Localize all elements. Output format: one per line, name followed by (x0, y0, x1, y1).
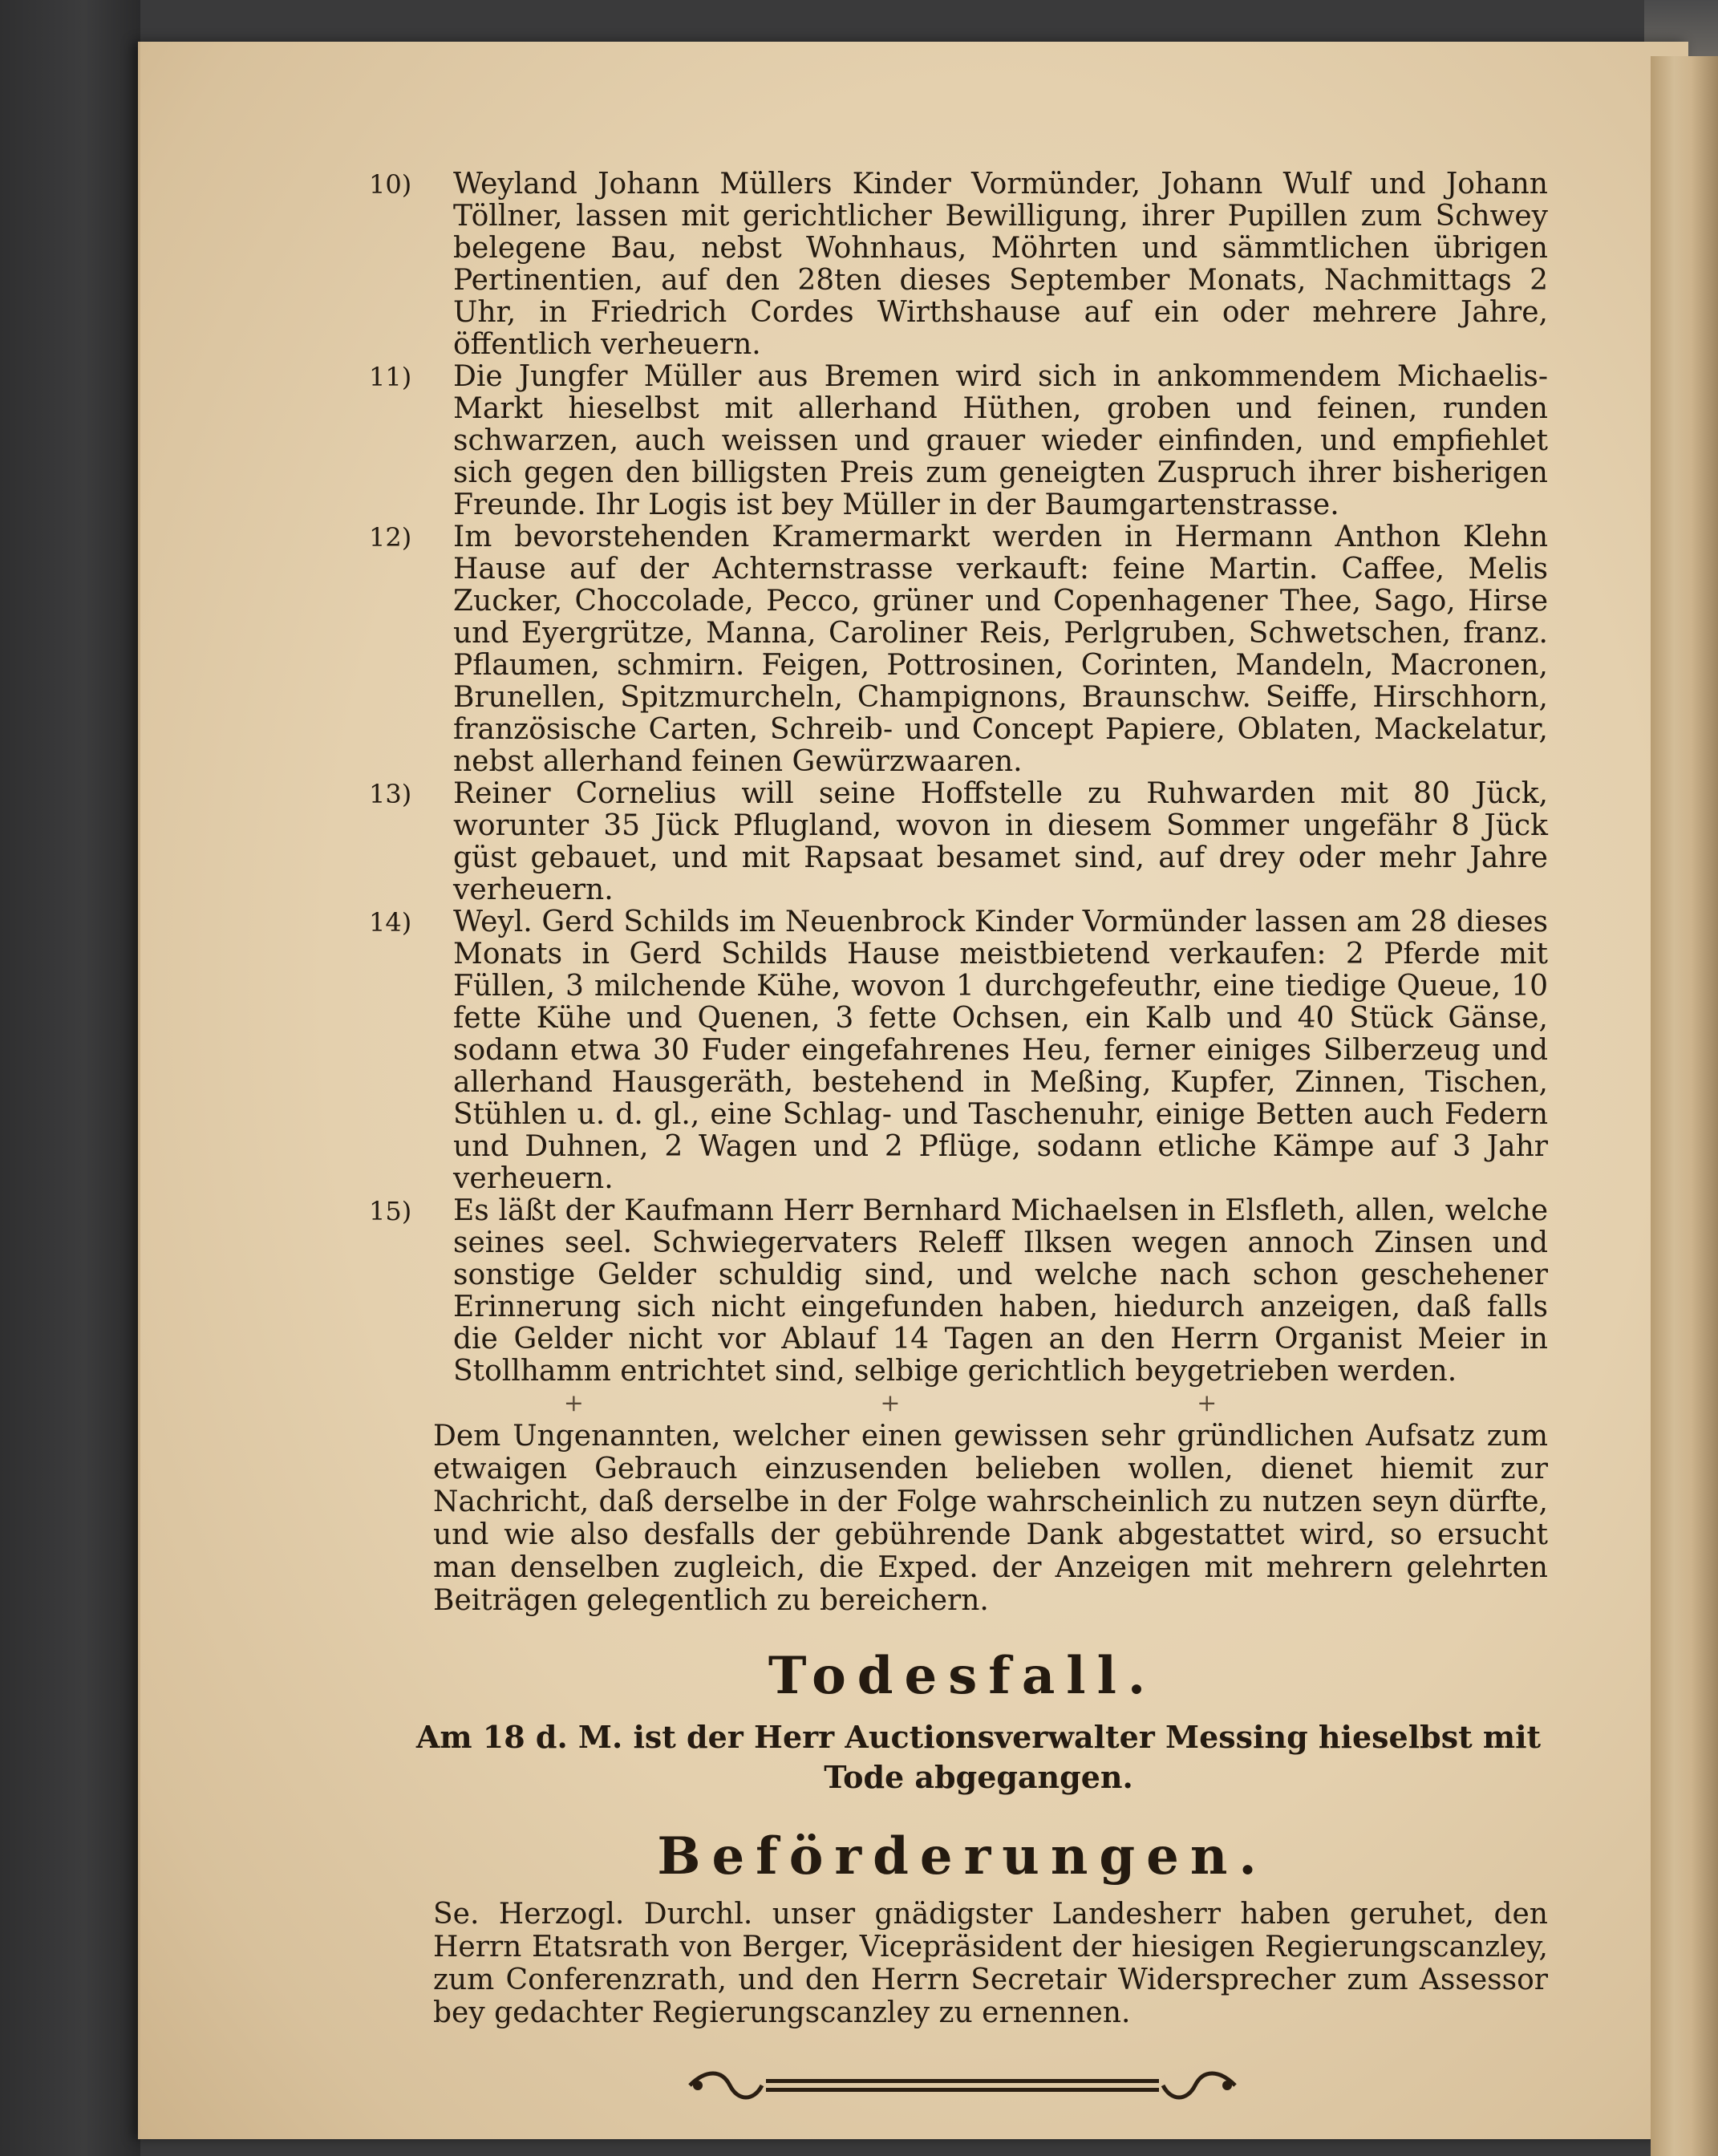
entry-text: Weyland Johann Müllers Kinder Vormünder, Johann Wulf und Johann Töllner, lassen mit gerichtlicher Bewilligung, ihrer Pupillen zum Schwey belegene Bau, nebst Wohnhaus, Möhrten und sämmtlichen übrigen Pertinentien, auf den 28ten dieses September Monats, Nachmittags 2 Uhr, in Friedrich Cordes Wirthshause auf ein oder mehrere Jahre, öffentlich verheuern. (453, 168, 1548, 361)
entry-text: Die Jungfer Müller aus Bremen wird sich in ankommendem Michaelis-Markt hieselbst mit allerhand Hüthen, groben und feinen, runden schwarzen, auch weissen und grauer wieder einfinden, und empfiehlet sich gegen den billigsten Preis zum geneigten Zuspruch ihrer bisherigen Freunde. Ihr Logis ist bey Müller in der Baumgartenstrasse. (453, 360, 1548, 521)
entry-number: 12) (369, 522, 412, 553)
death-notice: Am 18 d. M. ist der Herr Auctionsverwalter Messing hieselbst mit Tode abgegangen. (415, 1719, 1542, 1795)
entry-text: Reiner Cornelius will seine Hoffstelle zu Ruhwarden mit 80 Jück, worunter 35 Jück Pflugland, wovon in diesem Sommer ungefähr 8 Jück güst gebauet, und mit Rapsaat besamet sind, auf drey oder mehr Jahre verheuern. (453, 777, 1548, 906)
notice-entry-12 (369, 521, 1548, 778)
notice-entry-11 (369, 360, 1548, 521)
section-heading-death: Todesfall. (768, 1646, 1157, 1706)
page-gutter (1651, 56, 1718, 2156)
entry-number: 14) (369, 907, 412, 938)
notice-entry-15 (369, 1194, 1548, 1388)
entry-text: Weyl. Gerd Schilds im Neuenbrock Kinder Vormünder lassen am 28 dieses Monats in Gerd Schilds Hause meistbietend verkaufen: 2 Pferde mit Füllen, 3 milchende Kühe, wovon 1 durchgefeuthr, eine tiedige Queue, 10 fette Kühe und Quenen, 3 fette Ochsen, ein Kalb und 40 Stück Gänse, sodann etwa 30 Fuder eingefahrenes Heu, ferner einiges Silberzeug und allerhand Hausgeräth, bestehend in Meßing, Kupfer, Zinnen, Tischen, Stühlen u. d. gl., eine Schlag- und Taschenuhr, einige Betten auch Federn und Duhnen, 2 Wagen und 2 Pflüge, sodann etliche Kämpe auf 3 Jahr verheuern. (453, 906, 1548, 1195)
notice-entry-10 (369, 168, 1548, 361)
promotion-notice: Se. Herzogl. Durchl. unser gnädigster Landesherr haben geruhet, den Herrn Etatsrath von Berger, Vicepräsident der hiesigen Regierungscanzley, zum Conferenzrath, und den Herrn Secretair Widersprecher zum Assessor bey gedachter Regierungscanzley zu ernennen. (433, 1898, 1548, 2029)
divider-crosses: + + + (563, 1389, 1362, 1417)
entry-text: Es läßt der Kaufmann Herr Bernhard Michaelsen in Elsfleth, allen, welche seines seel. Schwiegervaters Releff Ilksen wegen annoch Zinsen und sonstige Gelder schuldig sind, und welche nach schon geschehener Erinnerung sich nicht eingefunden haben, hiedurch anzeigen, daß falls die Gelder nicht vor Ablauf 14 Tagen an den Herrn Organist Meier in Stollhamm entrichtet sind, selbige gerichtlich beygetrieben werden. (453, 1194, 1548, 1388)
note-to-anonymous: Dem Ungenannten, welcher einen gewissen sehr gründlichen Aufsatz zum etwaigen Gebrauch einzusenden belieben wollen, dienet hiemit zur Nachricht, daß derselbe in der Folge wahrscheinlich zu nutzen seyn dürfte, und wie also desfalls der gebührende Dank abgestattet wird, so ersucht man denselben zugleich, die Exped. der Anzeigen mit mehrern gelehrten Beiträgen gelegentlich zu bereichern. (433, 1420, 1548, 1617)
notice-entry-13 (369, 777, 1548, 906)
entry-number: 11) (369, 362, 412, 392)
entry-text: Im bevorstehenden Kramermarkt werden in Hermann Anthon Klehn Hause auf der Achternstrasse verkauft: feine Martin. Caffee, Melis Zucker, Choccolade, Pecco, grüner und Copenhagener Thee, Sago, Hirse und Eyergrütze, Manna, Caroliner Reis, Perlgruben, Schwetschen, franz. Pflaumen, schmirn. Feigen, Pottrosinen, Corinten, Mandeln, Macronen, Brunellen, Spitzmurcheln, Champignons, Braunschw. Seiffe, Hirschhorn, französische Carten, Schreib- und Concept Papiere, Oblaten, Mackelatur, nebst allerhand feinen Gewürzwaaren. (453, 521, 1548, 778)
background-left (0, 0, 140, 2156)
entry-number: 15) (369, 1196, 412, 1226)
page-content (369, 168, 1548, 2109)
section-heading-promotions: Beförderungen. (657, 1826, 1268, 1886)
entry-number: 10) (369, 169, 412, 200)
entry-number: 13) (369, 779, 412, 809)
notice-entry-14 (369, 906, 1548, 1195)
ornament-divider-icon (674, 2061, 1251, 2109)
